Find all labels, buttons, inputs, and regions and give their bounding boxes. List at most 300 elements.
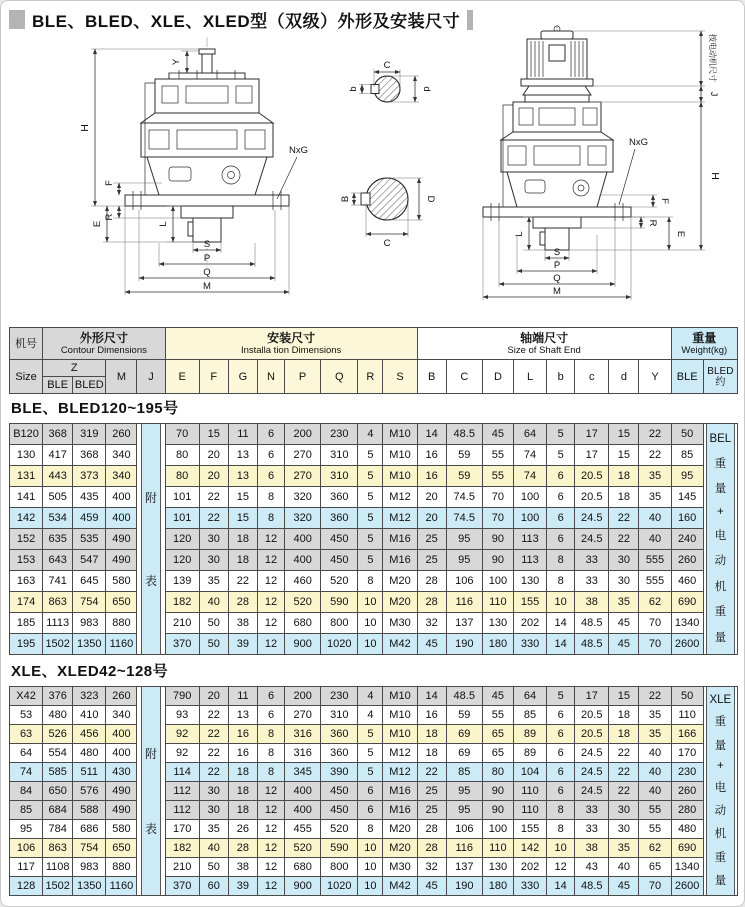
value-cell: 69 xyxy=(446,744,482,763)
value-cell: 33 xyxy=(575,820,609,839)
value-cell: 90 xyxy=(482,782,513,801)
col-r: R xyxy=(358,360,383,394)
value-cell: 370 xyxy=(165,634,199,655)
value-cell: 30 xyxy=(609,571,639,592)
row-size-cell: 153 xyxy=(10,550,43,571)
value-cell: 39 xyxy=(228,877,257,896)
value-cell: 142 xyxy=(513,839,546,858)
value-cell: 400 xyxy=(285,801,321,820)
weight-note-cell xyxy=(703,424,737,655)
value-cell: 35 xyxy=(639,725,671,744)
value-cell: 320 xyxy=(285,487,321,508)
install-label-en: Installa tion Dimensions xyxy=(240,345,342,356)
value-cell: 505 xyxy=(43,487,73,508)
value-cell: 89 xyxy=(513,725,546,744)
value-cell: 18 xyxy=(228,529,257,550)
j-note-cell xyxy=(137,687,165,896)
dim-label-J: J xyxy=(708,91,719,97)
value-cell: 18 xyxy=(228,782,257,801)
value-cell: 330 xyxy=(513,634,546,655)
value-cell: 6 xyxy=(257,424,284,445)
value-cell: 5 xyxy=(358,466,383,487)
table-row xyxy=(10,445,738,466)
value-cell: 35 xyxy=(639,706,671,725)
value-cell: 12 xyxy=(257,839,284,858)
value-cell: 110 xyxy=(671,706,703,725)
input-shaft-section xyxy=(348,60,432,102)
vertical-char: 电 xyxy=(714,781,727,794)
value-cell: 22 xyxy=(639,445,671,466)
motor-reducer-outline xyxy=(483,25,631,263)
value-cell: 95 xyxy=(446,550,482,571)
value-cell: 645 xyxy=(73,571,106,592)
dim-label-M: M xyxy=(553,286,561,297)
value-cell: 20 xyxy=(199,466,228,487)
value-cell: 459 xyxy=(73,508,106,529)
value-cell: 17 xyxy=(575,445,609,466)
value-cell: 16 xyxy=(228,725,257,744)
dim-label-S: S xyxy=(553,247,561,258)
dim-label-NxG: NxG xyxy=(289,145,308,156)
value-cell: 8 xyxy=(547,820,575,839)
value-cell: 22 xyxy=(199,744,228,763)
col-p: P xyxy=(285,360,321,394)
value-cell: 120 xyxy=(165,529,199,550)
weight-bled-label: BLED xyxy=(707,365,734,377)
value-cell: 11 xyxy=(228,424,257,445)
value-cell: 30 xyxy=(609,550,639,571)
value-cell: 8 xyxy=(257,508,284,529)
value-cell: 360 xyxy=(321,725,358,744)
value-cell: 18 xyxy=(609,725,639,744)
value-cell: 390 xyxy=(321,763,358,782)
value-cell: 22 xyxy=(199,706,228,725)
col-group-install xyxy=(165,328,417,360)
value-cell: 50 xyxy=(671,424,703,445)
value-cell: 6 xyxy=(547,706,575,725)
value-cell: 20.5 xyxy=(575,466,609,487)
value-cell: 85 xyxy=(671,445,703,466)
value-cell: 450 xyxy=(321,550,358,571)
value-cell: 14 xyxy=(547,877,575,896)
value-cell: 50 xyxy=(199,634,228,655)
value-cell: 22 xyxy=(417,763,446,782)
output-shaft-section xyxy=(340,178,436,249)
row-size-cell: 130 xyxy=(10,445,43,466)
value-cell: 12 xyxy=(257,877,284,896)
value-cell: 6 xyxy=(547,508,575,529)
value-cell: 520 xyxy=(285,839,321,858)
value-cell: 13 xyxy=(228,445,257,466)
col-c-small: c xyxy=(575,360,609,394)
dim-label-F: F xyxy=(659,198,670,204)
value-cell: 114 xyxy=(165,763,199,782)
vertical-char: 动 xyxy=(714,805,727,818)
value-cell: 28 xyxy=(228,839,257,858)
value-cell: 8 xyxy=(257,725,284,744)
dim-label-P: P xyxy=(553,260,561,271)
value-cell: 106 xyxy=(446,820,482,839)
value-cell: 100 xyxy=(513,508,546,529)
value-cell: 360 xyxy=(321,744,358,763)
j-note-cell xyxy=(137,424,165,655)
value-cell: 30 xyxy=(609,820,639,839)
value-cell: 6 xyxy=(547,725,575,744)
col-g: G xyxy=(228,360,257,394)
vertical-char: BEL xyxy=(709,433,732,446)
value-cell: 400 xyxy=(106,487,137,508)
value-cell: 22 xyxy=(609,763,639,782)
value-cell: 10 xyxy=(547,592,575,613)
value-cell: 1160 xyxy=(106,634,137,655)
value-cell: 100 xyxy=(482,571,513,592)
value-cell: 18 xyxy=(417,744,446,763)
vertical-char: 机 xyxy=(714,828,727,841)
value-cell: 200 xyxy=(285,687,321,706)
page-title xyxy=(9,7,473,32)
row-size-cell: 163 xyxy=(10,571,43,592)
value-cell: 983 xyxy=(73,858,106,877)
row-size-cell: 141 xyxy=(10,487,43,508)
value-cell: 534 xyxy=(43,508,73,529)
weight-label-cn: 重量 xyxy=(692,331,717,345)
dim-label-NxG: NxG xyxy=(629,137,648,148)
value-cell: 10 xyxy=(547,839,575,858)
value-cell: 80 xyxy=(165,445,199,466)
value-cell: 6 xyxy=(358,782,383,801)
vertical-char: 重 xyxy=(714,716,727,729)
dim-label-S: S xyxy=(203,239,211,250)
value-cell: 6 xyxy=(257,706,284,725)
value-cell: 310 xyxy=(321,706,358,725)
value-cell: 22 xyxy=(639,687,671,706)
section-title-ble-bled: BLE、BLED120~195号 xyxy=(11,400,179,417)
dim-label-E: E xyxy=(92,220,103,228)
value-cell: 130 xyxy=(513,571,546,592)
value-cell: 18 xyxy=(609,466,639,487)
value-cell: 24.5 xyxy=(575,744,609,763)
table-row xyxy=(10,687,738,706)
value-cell: 5 xyxy=(547,424,575,445)
value-cell: M42 xyxy=(383,634,417,655)
value-cell: 511 xyxy=(73,763,106,782)
value-cell: 22 xyxy=(609,508,639,529)
value-cell: 110 xyxy=(513,801,546,820)
value-cell: 170 xyxy=(671,744,703,763)
value-cell: M12 xyxy=(383,508,417,529)
value-cell: 5 xyxy=(358,763,383,782)
value-cell: 33 xyxy=(575,571,609,592)
value-cell: 12 xyxy=(257,613,284,634)
shaft-section-details xyxy=(331,47,443,263)
value-cell: 35 xyxy=(609,592,639,613)
value-cell: 48.5 xyxy=(446,424,482,445)
value-cell: M20 xyxy=(383,820,417,839)
value-cell: 547 xyxy=(73,550,106,571)
j-note-cell-text xyxy=(141,424,161,655)
vertical-char: 量 xyxy=(714,874,727,887)
page-title-text: BLE、BLED、XLE、XLED型（双级）外形及安装尺寸 xyxy=(32,12,461,31)
value-cell: 8 xyxy=(257,763,284,782)
value-cell: 15 xyxy=(199,424,228,445)
value-cell: 55 xyxy=(482,706,513,725)
value-cell: 430 xyxy=(106,763,137,782)
value-cell: 200 xyxy=(285,424,321,445)
table-row xyxy=(10,763,738,782)
value-cell: 490 xyxy=(106,550,137,571)
col-group-shaft xyxy=(417,328,671,360)
value-cell: 40 xyxy=(639,763,671,782)
value-cell: 800 xyxy=(321,613,358,634)
value-cell: 650 xyxy=(106,839,137,858)
value-cell: 684 xyxy=(43,801,73,820)
value-cell: 28 xyxy=(417,571,446,592)
value-cell: 139 xyxy=(165,571,199,592)
value-cell: 30 xyxy=(199,801,228,820)
value-cell: 450 xyxy=(321,801,358,820)
value-cell: 38 xyxy=(228,858,257,877)
value-cell: 104 xyxy=(513,763,546,782)
value-cell: 92 xyxy=(165,744,199,763)
value-cell: 30 xyxy=(199,782,228,801)
value-cell: 455 xyxy=(285,820,321,839)
table-row xyxy=(10,839,738,858)
table-row xyxy=(10,820,738,839)
col-d: D xyxy=(482,360,513,394)
value-cell: 22 xyxy=(609,782,639,801)
value-cell: 100 xyxy=(482,820,513,839)
weight-bled-approx-label: 约 xyxy=(715,376,726,388)
value-cell: 1350 xyxy=(73,634,106,655)
value-cell: 360 xyxy=(321,508,358,529)
value-cell: 490 xyxy=(106,529,137,550)
value-cell: 754 xyxy=(73,592,106,613)
value-cell: 26 xyxy=(228,820,257,839)
value-cell: 5 xyxy=(358,529,383,550)
value-cell: 320 xyxy=(285,508,321,529)
value-cell: 50 xyxy=(199,613,228,634)
col-j: J xyxy=(137,360,165,394)
value-cell: 983 xyxy=(73,613,106,634)
value-cell: 230 xyxy=(321,687,358,706)
value-cell: 450 xyxy=(321,529,358,550)
table-row xyxy=(10,744,738,763)
value-cell: 95 xyxy=(446,529,482,550)
value-cell: 340 xyxy=(106,445,137,466)
col-y: Y xyxy=(639,360,671,394)
value-cell: 28 xyxy=(417,839,446,858)
value-cell: 580 xyxy=(106,820,137,839)
vertical-char: 附 xyxy=(145,491,158,506)
value-cell: 35 xyxy=(639,466,671,487)
title-marker-left-icon xyxy=(9,10,25,29)
value-cell: 65 xyxy=(482,744,513,763)
value-cell: 12 xyxy=(257,592,284,613)
col-b-small: b xyxy=(547,360,575,394)
value-cell: 28 xyxy=(417,820,446,839)
value-cell: 62 xyxy=(639,592,671,613)
value-cell: 1502 xyxy=(43,877,73,896)
value-cell: 635 xyxy=(43,529,73,550)
value-cell: 1020 xyxy=(321,877,358,896)
value-cell: 8 xyxy=(547,801,575,820)
value-cell: 20 xyxy=(417,508,446,529)
value-cell: 40 xyxy=(199,839,228,858)
value-cell: 5 xyxy=(358,445,383,466)
value-cell: 93 xyxy=(165,706,199,725)
value-cell: 35 xyxy=(199,820,228,839)
value-cell: 85 xyxy=(446,763,482,782)
value-cell: 319 xyxy=(73,424,106,445)
value-cell: 18 xyxy=(609,487,639,508)
value-cell: 50 xyxy=(199,858,228,877)
value-cell: 70 xyxy=(482,487,513,508)
xle-xled-data-table xyxy=(9,686,738,896)
value-cell: 368 xyxy=(73,445,106,466)
row-size-cell: 95 xyxy=(10,820,43,839)
value-cell: M10 xyxy=(383,445,417,466)
value-cell: 270 xyxy=(285,466,321,487)
value-cell: 38 xyxy=(228,613,257,634)
value-cell: 580 xyxy=(106,571,137,592)
value-cell: 48.5 xyxy=(575,877,609,896)
value-cell: 74 xyxy=(513,466,546,487)
value-cell: 690 xyxy=(671,592,703,613)
value-cell: 120 xyxy=(165,550,199,571)
value-cell: 6 xyxy=(547,487,575,508)
value-cell: 16 xyxy=(228,744,257,763)
value-cell: 40 xyxy=(639,508,671,529)
col-l: L xyxy=(513,360,546,394)
col-group-contour xyxy=(43,328,165,360)
col-e: E xyxy=(165,360,199,394)
value-cell: 6 xyxy=(358,801,383,820)
install-label-cn: 安装尺寸 xyxy=(267,331,316,345)
value-cell: 13 xyxy=(228,466,257,487)
value-cell: 80 xyxy=(165,466,199,487)
value-cell: 680 xyxy=(285,613,321,634)
value-cell: 686 xyxy=(73,820,106,839)
value-cell: 55 xyxy=(482,466,513,487)
table-row xyxy=(10,801,738,820)
col-q: Q xyxy=(321,360,358,394)
value-cell: 32 xyxy=(417,613,446,634)
value-cell: 100 xyxy=(513,487,546,508)
value-cell: 160 xyxy=(671,508,703,529)
value-cell: 526 xyxy=(43,725,73,744)
dim-label-L: L xyxy=(514,231,525,237)
value-cell: 260 xyxy=(106,687,137,706)
dim-label-Q: Q xyxy=(553,273,561,284)
dim-label-E: E xyxy=(675,230,686,238)
value-cell: 14 xyxy=(547,613,575,634)
weight-note-cell-text xyxy=(706,687,735,896)
value-cell: 5 xyxy=(358,487,383,508)
value-cell: 360 xyxy=(321,487,358,508)
value-cell: 74.5 xyxy=(446,508,482,529)
value-cell: 20 xyxy=(199,687,228,706)
value-cell: 130 xyxy=(482,613,513,634)
value-cell: 520 xyxy=(321,820,358,839)
value-cell: 520 xyxy=(321,571,358,592)
dim-label-P: P xyxy=(203,253,211,264)
weight-note-cell-text xyxy=(706,424,735,655)
value-cell: 116 xyxy=(446,839,482,858)
value-cell: 400 xyxy=(285,529,321,550)
value-cell: 25 xyxy=(417,801,446,820)
value-cell: 1160 xyxy=(106,877,137,896)
value-cell: 22 xyxy=(199,763,228,782)
value-cell: 12 xyxy=(257,550,284,571)
value-cell: 460 xyxy=(671,571,703,592)
value-cell: 25 xyxy=(417,529,446,550)
value-cell: 74.5 xyxy=(446,487,482,508)
value-cell: 95 xyxy=(446,782,482,801)
value-cell: 555 xyxy=(639,550,671,571)
value-cell: 14 xyxy=(417,424,446,445)
value-cell: 39 xyxy=(228,634,257,655)
value-cell: 59 xyxy=(446,445,482,466)
row-size-cell: 53 xyxy=(10,706,43,725)
value-cell: 20.5 xyxy=(575,725,609,744)
value-cell: 443 xyxy=(43,466,73,487)
value-cell: 113 xyxy=(513,550,546,571)
value-cell: M12 xyxy=(383,744,417,763)
value-cell: 59 xyxy=(446,466,482,487)
value-cell: 137 xyxy=(446,858,482,877)
value-cell: 535 xyxy=(73,529,106,550)
value-cell: 15 xyxy=(609,687,639,706)
value-cell: 24.5 xyxy=(575,529,609,550)
value-cell: 20 xyxy=(417,487,446,508)
value-cell: 18 xyxy=(609,706,639,725)
value-cell: 1108 xyxy=(43,858,73,877)
value-cell: 14 xyxy=(417,687,446,706)
value-cell: 900 xyxy=(285,634,321,655)
value-cell: 22 xyxy=(199,725,228,744)
value-cell: 880 xyxy=(106,613,137,634)
value-cell: 45 xyxy=(609,634,639,655)
value-cell: 330 xyxy=(513,877,546,896)
contour-label-en: Contour Dimensions xyxy=(60,345,147,356)
value-cell: 741 xyxy=(43,571,73,592)
value-cell: 900 xyxy=(285,877,321,896)
value-cell: 410 xyxy=(73,706,106,725)
col-z-bled: BLED xyxy=(73,377,106,394)
value-cell: 33 xyxy=(575,550,609,571)
value-cell: 12 xyxy=(257,529,284,550)
value-cell: 5 xyxy=(547,445,575,466)
value-cell: 4 xyxy=(358,687,383,706)
value-cell: 1020 xyxy=(321,634,358,655)
value-cell: 90 xyxy=(482,550,513,571)
value-cell: 17 xyxy=(575,424,609,445)
value-cell: 690 xyxy=(671,839,703,858)
value-cell: 6 xyxy=(257,466,284,487)
row-size-cell: B120 xyxy=(10,424,43,445)
value-cell: 554 xyxy=(43,744,73,763)
value-cell: 92 xyxy=(165,725,199,744)
value-cell: 12 xyxy=(547,858,575,877)
table-row xyxy=(10,487,738,508)
value-cell: 588 xyxy=(73,801,106,820)
value-cell: 24.5 xyxy=(575,763,609,782)
value-cell: 18 xyxy=(228,801,257,820)
dim-label-L: L xyxy=(158,221,169,227)
dim-label-C-small: C xyxy=(383,60,391,71)
value-cell: M10 xyxy=(383,466,417,487)
value-cell: 40 xyxy=(639,744,671,763)
